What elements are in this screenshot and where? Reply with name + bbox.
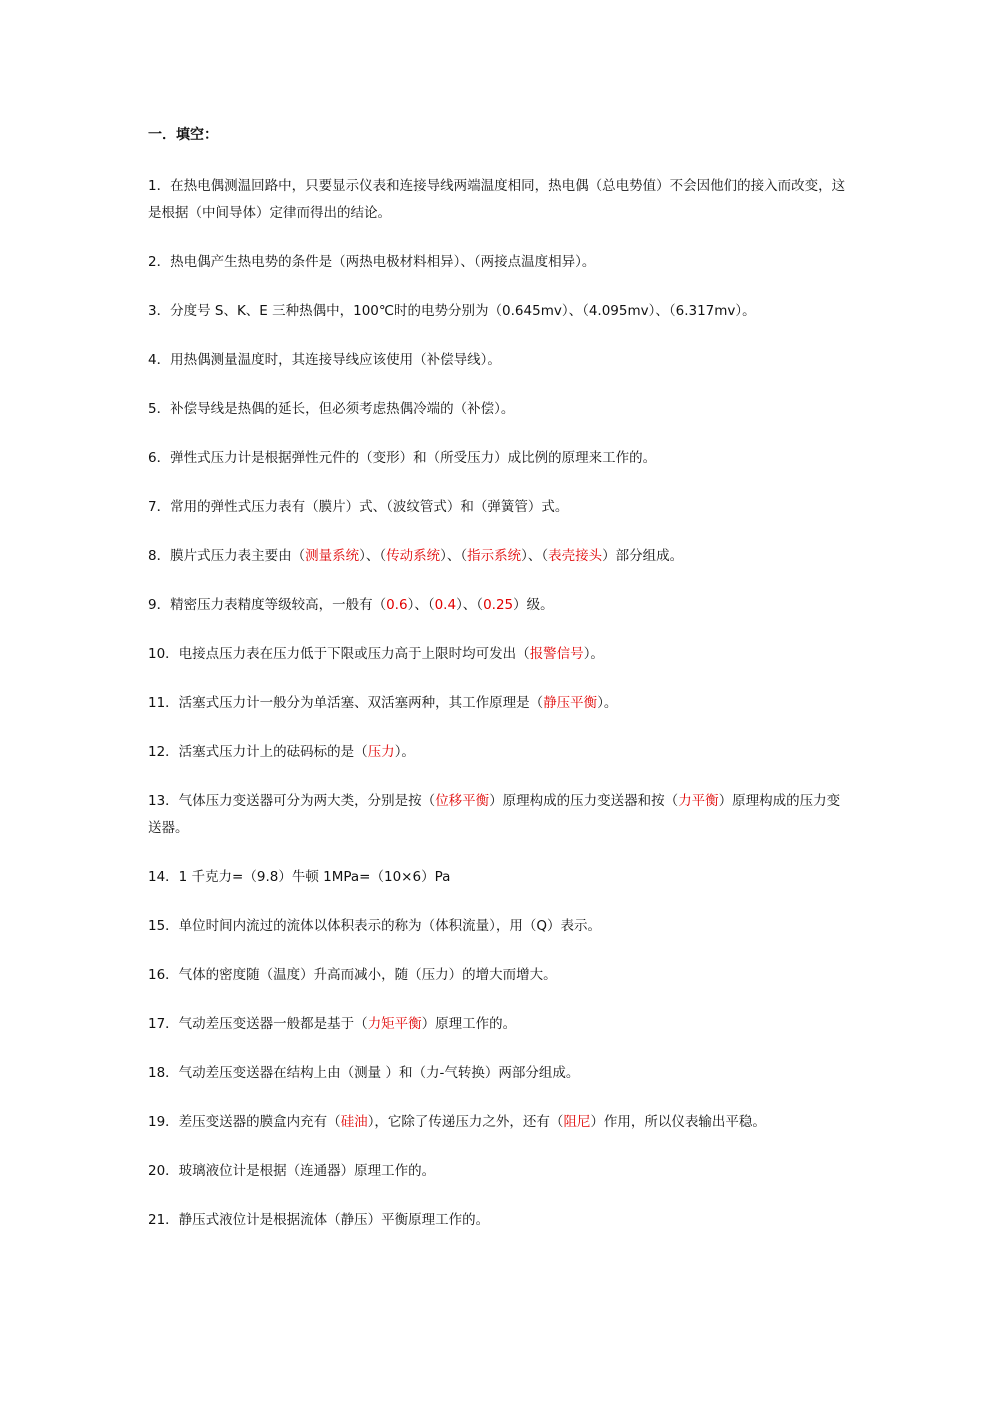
question-text: ）、（ [407,597,435,613]
question-text: 17．气动差压变送器一般都是基于（ [148,1016,368,1032]
document-content [148,124,848,1256]
answer-highlight: 测量系统 [305,548,360,564]
question-text: 10．电接点压力表在压力低于下限或压力高于上限时均可发出（ [148,646,530,662]
answer-highlight: 力平衡 [678,793,719,809]
question-text: ）级。 [513,597,554,613]
question-text: 11．活塞式压力计一般分为单活塞、双活塞两种，其工作原理是（ [148,695,544,711]
question-item [148,913,848,940]
question-text: 18．气动差压变送器在结构上由（测量 ）和（力-气转换）两部分组成。 [148,1065,580,1081]
question-text: 16．气体的密度随（温度）升高而减小，随（压力）的增大而增大。 [148,967,557,983]
question-text: ）、（ [440,548,468,564]
answer-highlight: 阻尼 [563,1114,591,1130]
question-text: 21．静压式液位计是根据流体（静压）平衡原理工作的。 [148,1212,490,1228]
question-text: ）部分组成。 [602,548,684,564]
answer-highlight: 位移平衡 [435,793,490,809]
answer-highlight: 压力 [367,744,395,760]
question-item [148,690,848,717]
question-item [148,1158,848,1185]
question-text: 2．热电偶产生热电势的条件是（两热电极材料相异）、（两接点温度相异）。 [148,254,596,270]
question-text: 8．膜片式压力表主要由（ [148,548,306,564]
question-item [148,249,848,276]
answer-highlight: 报警信号 [529,646,584,662]
answer-highlight: 0.6 [386,597,408,613]
section-title: 一．填空： [148,127,218,143]
question-item [148,173,848,227]
question-text: ）、（ [521,548,549,564]
question-item [148,592,848,619]
question-text: 9．精密压力表精度等级较高，一般有（ [148,597,387,613]
question-text: 19．差压变送器的膜盒内充有（ [148,1114,341,1130]
question-text: ），它除了传递压力之外，还有（ [367,1114,564,1130]
question-text: ）原理工作的。 [421,1016,517,1032]
question-list [148,173,848,1234]
question-text: ）原理构成的压力变送器和按（ [489,793,679,809]
answer-highlight: 硅油 [340,1114,368,1130]
question-item [148,494,848,521]
question-text: 20．玻璃液位计是根据（连通器）原理工作的。 [148,1163,436,1179]
question-text: 13．气体压力变送器可分为两大类，分别是按（ [148,793,436,809]
question-item [148,298,848,325]
question-text: 15．单位时间内流过的流体以体积表示的称为（体积流量），用（Q）表示。 [148,918,602,934]
question-item [148,347,848,374]
question-item [148,864,848,891]
question-text: ）原理构成的压力变送器。 [148,793,841,836]
question-item [148,396,848,423]
question-text: 12．活塞式压力计上的砝码标的是（ [148,744,368,760]
answer-highlight: 静压平衡 [543,695,598,711]
answer-highlight: 0.25 [483,597,514,613]
question-item [148,1207,848,1234]
question-item [148,1060,848,1087]
question-item [148,1109,848,1136]
question-text: 3．分度号 S、K、E 三种热偶中，100℃时的电势分别为（0.645mv）、（4.095mv）、（6.317mv）。 [148,303,756,319]
question-text: ）。 [597,695,618,711]
answer-highlight: 表壳接头 [548,548,603,564]
question-item [148,739,848,766]
answer-highlight: 0.4 [434,597,457,613]
question-text: 1．在热电偶测温回路中，只要显示仪表和连接导线两端温度相同，热电偶（总电势值）不会因他们的接入而改变，这是根据（中间导体）定律而得出的结论。 [148,178,846,221]
question-text: ）。 [583,646,604,662]
question-item [148,445,848,472]
question-text: 7．常用的弹性式压力表有（膜片）式、（波纹管式）和（弹簧管）式。 [148,499,569,515]
question-text: 14．1 千克力=（9.8）牛顿 1MPa=（10×6）Pa [148,869,451,885]
question-text: 6．弹性式压力计是根据弹性元件的（变形）和（所受压力）成比例的原理来工作的。 [148,450,657,466]
question-item [148,1011,848,1038]
question-text: ）作用，所以仪表输出平稳。 [590,1114,766,1130]
answer-highlight: 指示系统 [467,548,522,564]
answer-highlight: 力矩平衡 [367,1016,422,1032]
question-item [148,641,848,668]
question-text: ）。 [394,744,415,760]
question-item [148,543,848,570]
question-text: ）、（ [456,597,484,613]
question-text: 4．用热偶测量温度时，其连接导线应该使用（补偿导线）。 [148,352,501,368]
question-item [148,962,848,989]
answer-highlight: 传动系统 [386,548,441,564]
question-text: ）、（ [359,548,387,564]
question-text: 5．补偿导线是热偶的延长，但必须考虑热偶冷端的（补偿）。 [148,401,515,417]
question-item [148,788,848,842]
